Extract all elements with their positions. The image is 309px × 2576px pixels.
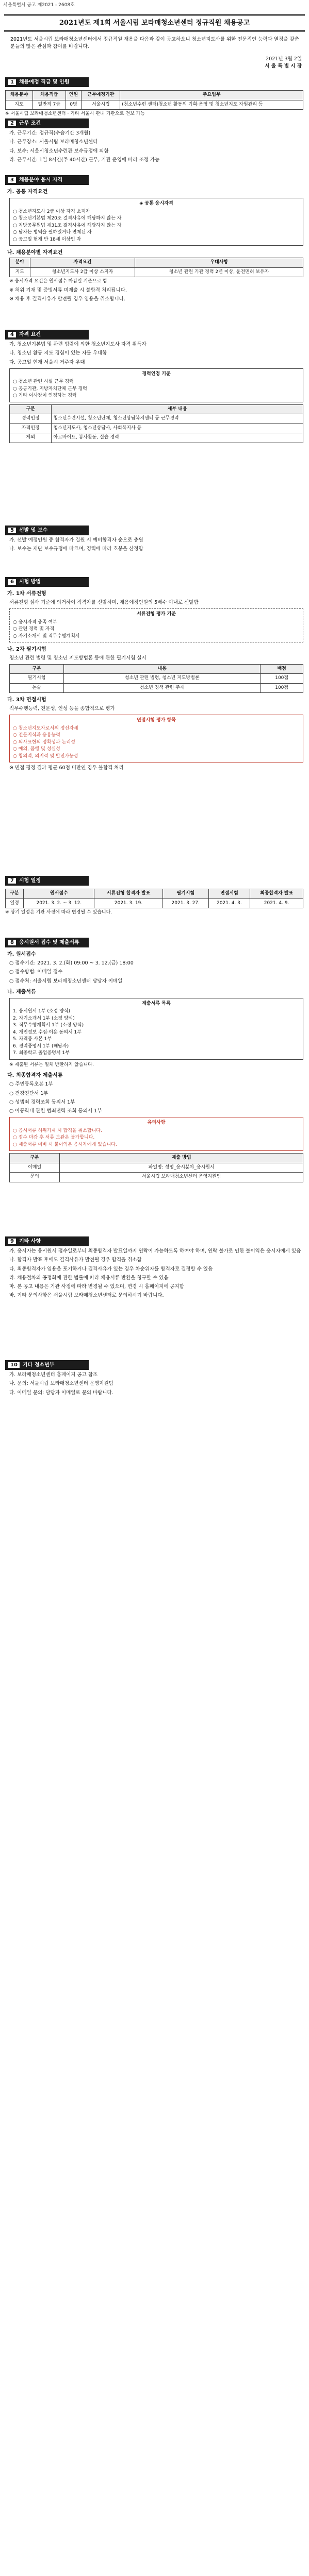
list-item: 다. 공고일 현재 서울시 거주자 우대 — [9, 359, 85, 365]
list-item: 나. 문의: 서울시립 보라매청소년센터 운영지원팀 — [9, 1381, 113, 1387]
section-4-title: 4 자격 요건 — [5, 330, 89, 340]
list-item: ○ 공고일 현재 만 18세 이상인 자 — [13, 236, 82, 242]
list-item: 가. 청소년기본법 및 관련 법령에 의한 청소년지도사 자격 취득자 — [9, 342, 147, 347]
list-item: 다. 이메일 문의: 담당자 이메일로 문의 바랍니다. — [9, 1389, 113, 1396]
th-field: 채용분야 — [6, 91, 33, 100]
list-item: 바. 기타 문의사항은 서울시립 보라매청소년센터로 문의하시기 바랍니다. — [9, 1293, 164, 1299]
document-title: 2021년도 제1회 서울시립 보라매청소년센터 정규직원 채용공고 — [4, 14, 305, 32]
list-item: ※ 허위 기재 및 증빙서류 미제출 시 불합격 처리됩니다. — [9, 287, 127, 293]
subsection-title: 나. 채용분야별 자격요건 — [7, 250, 63, 256]
paragraph: 서류전형 심사 기준에 의거하여 적격자를 선발하며, 채용예정인원의 5배수 이내로 선발함 — [9, 600, 199, 605]
list-item: ※ 채용 후 결격사유가 발견될 경우 임용을 취소합니다. — [9, 296, 125, 302]
subsection-title: 나. 제출서류 — [7, 989, 36, 995]
date-block — [265, 56, 302, 71]
list-item: ○ 청소년기본법 제20조 결격사유에 해당하지 않는 자 — [13, 216, 122, 221]
section-3-title: 3 채용분야 응시 자격 — [5, 175, 89, 185]
subsection-title: 가. 1차 서류전형 — [7, 591, 46, 597]
section-6-title: 6 시험 방법 — [5, 577, 89, 587]
list-item: 라. 채용절차의 공정화에 관한 법률에 따라 채용서류 반환을 청구할 수 있음 — [9, 1275, 169, 1281]
list-item: ○ 주민등록초본 1부 — [9, 1081, 53, 1088]
section-4 — [5, 330, 303, 443]
section-6 — [5, 577, 303, 774]
table-row: 지도 일반직 7급 0명 서울시립 (청소년수련 센터)청소년 활동의 기획·운영 및 청소년지도 자원관리 등 — [6, 100, 303, 110]
section-10 — [5, 1360, 303, 1398]
section-5-title: 5 선발 및 보수 — [5, 526, 89, 535]
list-item: 가. 응시자는 응시원서 접수일로부터 최종합격자 발표일까지 연락이 가능하도록 하여야 하며, 연락 불가로 인한 불이익은 응시자에게 있음 — [9, 1248, 301, 1254]
list-item: 나. 합격자 발표 후에도 결격사유가 발견될 경우 합격을 취소함 — [9, 1257, 142, 1263]
th-org: 근무예정기관 — [82, 91, 120, 100]
submission-table: 구분 제출 방법 이메일 파일명: 성명_응시분야_응시원서 문의 서울시립 보라매청소년센터 운영지원팀 — [9, 1153, 303, 1182]
documents-box: 제출서류 목록 1. 응시원서 1부 (소정 양식) 2. 자기소개서 1부 (소정 양식) 3. 직무수행계획서 1부 (소정 양식) 4. 개인정보 수집·이용 동의서 1부 5. 자격증 사본 1부 6. 경력증명서 1부 (해당자) 7. 최종학교 졸업증명서 1부 — [9, 998, 303, 1060]
list-item: 나. 청소년 활동 지도 경험이 있는 자를 우대함 — [9, 350, 107, 357]
list-item: 가. 선발 예정인원 중 합격자가 결원 시 예비합격자 순으로 충원 — [9, 537, 143, 543]
section-5 — [5, 526, 303, 555]
subsection-title: 다. 3차 면접시험 — [7, 697, 46, 703]
paragraph: 청소년 관련 법령 및 청소년 지도방법론 등에 관한 필기시험 실시 — [9, 655, 147, 662]
table-row: 일정 2021. 3. 2. ~ 3. 12. 2021. 3. 19. 2021. 3. 27. 2021. 4. 3. 2021. 4. 9. — [6, 899, 303, 908]
note: ※ 상기 일정은 기관 사정에 따라 변경될 수 있습니다. — [5, 910, 112, 915]
announcement-number: 서울특별시 공고 제2021 - 2608호 — [3, 3, 75, 8]
list-item: ○ 아동학대 관련 범죄전력 조회 동의서 1부 — [9, 1108, 102, 1114]
section-9-title: 9 기타 사항 — [5, 1236, 89, 1246]
table-row: 이메일 파일명: 성명_응시분야_응시원서 — [10, 1163, 303, 1173]
career-box: 경력인정 기준 ○ 청소년 관련 시설 근무 경력 ○ 공공기관, 지방자치단체 근무 경력 ○ 기타 이사장이 인정하는 경력 — [9, 368, 303, 402]
list-item: 다. 최종합격자가 임용을 포기하거나 결격사유가 있는 경우 차순위자를 합격자로 결정할 수 있음 — [9, 1266, 213, 1272]
section-8 — [5, 938, 303, 1182]
list-item: 나. 근무장소: 서울시립 보라매청소년센터 — [9, 139, 98, 145]
section-2 — [5, 118, 303, 165]
paragraph: ※ 면접 평정 결과 평균 60점 미만인 경우 불합격 처리 — [9, 765, 124, 771]
list-item: 가. 근무기간: 정규직(수습기간 3개월) — [9, 130, 91, 136]
document-review-box: 서류전형 평가 기준 ○ 응시자격 충족 여부 ○ 관련 경력 및 자격 ○ 자기소개서 및 직무수행계획서 — [9, 608, 303, 642]
note: ※ 응시자격 요건은 원서접수 마감일 기준으로 함 — [9, 279, 107, 284]
table-row: 지도 청소년지도사 2급 이상 소지자 청소년 관련 기관 경력 2년 이상, 운전면허 보유자 — [10, 267, 303, 277]
table-row: 자격인정 청소년지도사, 청소년상담사, 사회복지사 등 — [10, 423, 303, 433]
th-duty: 주요업무 — [120, 91, 303, 100]
section-3 — [5, 175, 303, 304]
list-item: 다. 보수: 서울시청소년수련관 보수규정에 의함 — [9, 148, 109, 154]
subsection-title: 다. 최종합격자 제출서류 — [7, 1073, 63, 1079]
subsection-title: 가. 공통 자격요건 — [7, 189, 48, 195]
qualification-box: ◈ 공통 응시자격 ○ 청소년지도사 2급 이상 자격 소지자 ○ 청소년기본법 제20조 결격사유에 해당하지 않는 자 ○ 지방공무원법 제31조 결격사유에 해당하지 않는 자 ○ 남자는 병역을 필하였거나 면제된 자 ○ 공고일 현재 만 18세 이상인 자 — [9, 198, 303, 246]
list-item: ○ 지방공무원법 제31조 결격사유에 해당하지 않는 자 — [13, 223, 122, 228]
position-table — [5, 90, 303, 110]
document-header — [0, 0, 309, 10]
list-item: 나. 보수는 재단 보수규정에 따르며, 경력에 따라 호봉을 산정함 — [9, 546, 143, 552]
list-item: ○ 성범죄 경력조회 동의서 1부 — [9, 1099, 75, 1105]
list-item: ○ 남자는 병역을 필하였거나 면제된 자 — [13, 230, 92, 235]
list-item: ○ 건강진단서 1부 — [9, 1090, 48, 1096]
schedule-table: 구분 원서접수 서류전형 합격자 발표 필기시험 면접시험 최종합격자 발표 일정 2021. 3. 2. ~ 3. 12. 2021. 3. 19. 2021. 3. 27. 2021. 4. 3. 2021. 4. 9. — [5, 889, 303, 908]
table-row: 필기시험 청소년 관련 법령, 청소년 지도방법론 100점 — [10, 674, 303, 684]
issuer-name: 서 울 특 별 시 장 — [265, 63, 302, 70]
paragraph: 직무수행능력, 전문성, 인성 등을 종합적으로 평가 — [9, 706, 115, 711]
section-1-note: ※ 서울시립 보라매청소년센터 · 기타 서울시 관내 기관으로 전보 가능 — [5, 111, 145, 116]
list-item: 마. 본 공고 내용은 기관 사정에 따라 변경될 수 있으며, 변경 시 홈페이지에 공지함 — [9, 1284, 184, 1290]
section-7-title: 7 시험 일정 — [5, 876, 89, 886]
section-9 — [5, 1236, 303, 1301]
section-1 — [5, 77, 303, 118]
table-row: 문의 서울시립 보라매청소년센터 운영지원팀 — [10, 1173, 303, 1182]
section-1-title: 1 채용예정 직급 및 인원 — [5, 77, 89, 87]
table-row: 논술 청소년 정책 관련 주제 100점 — [10, 683, 303, 693]
subsection-title: 나. 2차 필기시험 — [7, 647, 46, 653]
th-count: 인원 — [66, 91, 82, 100]
intro-text: 2021년도 서울시립 보라매청소년센터에서 정규직원 채용을 다음과 같이 공고하오니 청소년지도사를 위한 전문적인 능력과 열정을 갖춘 분들의 많은 관심과 참여를 바랍니다. — [10, 37, 299, 50]
qualification-table: 분야 자격요건 우대사항 지도 청소년지도사 2급 이상 소지자 청소년 관련 기관 경력 2년 이상, 운전면허 보유자 — [9, 258, 303, 277]
section-8-title: 8 응시원서 접수 및 제출서류 — [5, 938, 89, 947]
section-2-title: 2 근무 조건 — [5, 118, 89, 128]
caution-box: 유의사항 ○ 응시서류 허위기재 시 합격을 취소합니다. ○ 접수 마감 후 서류 보완은 불가합니다. ○ 제출서류 미비 시 불이익은 응시자에게 있습니다. — [9, 1117, 303, 1151]
career-table: 구분 세부 내용 경력인정 청소년수련시설, 청소년단체, 청소년상담복지센터 등 근무경력 자격인정 청소년지도사, 청소년상담사, 사회복지사 등 제외 아르바이트, 봉사활동, 실습 경력 — [9, 404, 303, 443]
subsection-title: 가. 원서접수 — [7, 952, 36, 957]
table-row: 제외 아르바이트, 봉사활동, 실습 경력 — [10, 433, 303, 443]
section-10-title: 10 기타 청소년부 — [5, 1360, 89, 1370]
table-row: 경력인정 청소년수련시설, 청소년단체, 청소년상담복지센터 등 근무경력 — [10, 414, 303, 424]
announcement-date: 2021년 3월 2일 — [266, 56, 302, 62]
list-item: ○ 접수방법: 이메일 접수 — [9, 969, 63, 975]
section-7 — [5, 876, 303, 917]
note: ※ 제출된 서류는 일체 반환하지 않습니다. — [9, 1062, 94, 1067]
th-grade: 채용직급 — [32, 91, 66, 100]
interview-criteria-box: 면접시험 평가 항목 ○ 청소년지도자로서의 정신자세 ○ 전문지식과 응용능력 ○ 의사표현의 정확성과 논리성 ○ 예의, 품행 및 성실성 ○ 창의력, 의지력 및 발전가능성 — [9, 715, 303, 762]
list-item: ○ 청소년지도사 2급 이상 자격 소지자 — [13, 209, 90, 214]
exam-table: 구분 내용 배점 필기시험 청소년 관련 법령, 청소년 지도방법론 100점 논술 청소년 정책 관련 주제 100점 — [9, 664, 303, 693]
list-item: ○ 접수기간: 2021. 3. 2.(화) 09:00 ~ 3. 12.(금) 18:00 — [9, 960, 134, 966]
list-item: 라. 근무시간: 1일 8시간(주 40시간) 근무, 기관 운영에 따라 조정 가능 — [9, 157, 160, 163]
list-item: 가. 보라매청소년센터 홈페이지 공고 참조 — [9, 1372, 98, 1378]
list-item: ○ 접수처: 서울시립 보라매청소년센터 담당자 이메일 — [9, 978, 123, 984]
